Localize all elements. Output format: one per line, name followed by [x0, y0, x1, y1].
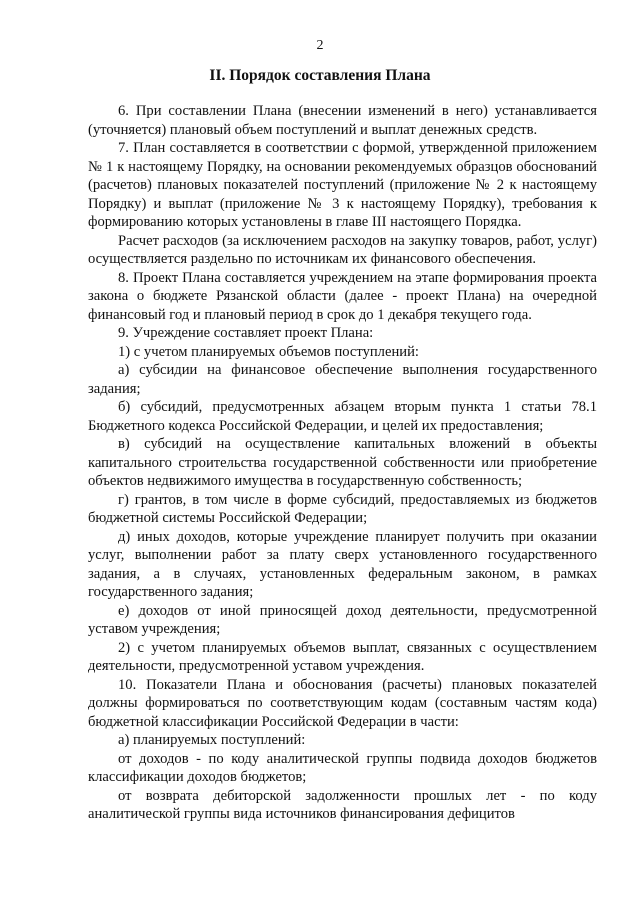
- paragraph-item-8: 8. Проект Плана составляется учреждением на этапе формирования проекта закона о бюджете Рязанской области (далее - проект Плана) на очередной финансовый год и плановый период в срок до 1 декабря текущего года.: [88, 269, 597, 323]
- paragraph-income: от доходов - по коду аналитической группы подвида доходов бюджетов классификации доходов бюджетов;: [88, 750, 597, 785]
- document-body: [88, 102, 597, 824]
- paragraph-item-9-1-g: г) грантов, в том числе в форме субсидий, предоставляемых из бюджетов бюджетной системы Российской Федерации;: [88, 491, 597, 526]
- paragraph-item-10-a: а) планируемых поступлений:: [118, 732, 306, 748]
- paragraph-item-9-1-e: е) доходов от иной приносящей доход деятельности, предусмотренной уставом учреждения;: [88, 602, 597, 637]
- paragraph-item-7: 7. План составляется в соответствии с формой, утвержденной приложением № 1 к настоящему Порядку, на основании рекомендуемых образцов обоснований (расчетов) плановых показателей поступлений (приложение № 2 к настоящему Порядку) и выплат (приложение № 3 к настоящему Порядку), требования к формированию которых установлены в главе III настоящего Порядка.: [88, 140, 597, 230]
- paragraph-item-9-1: 1) с учетом планируемых объемов поступлений:: [118, 343, 419, 360]
- paragraph-item-9-1-d: д) иных доходов, которые учреждение планирует получить при оказании услуг, выполнении работ за плату сверх установленного государственного задания, а в случаях, установленных федеральным законом, в рамках государственного задания;: [88, 528, 597, 600]
- paragraph-item-9-1-v: в) субсидий на осуществление капитальных вложений в объекты капитального строительства государственной собственности или приобретение объектов недвижимого имущества в государственную собственность;: [88, 436, 597, 489]
- paragraph-item-9: 9. Учреждение составляет проект Плана:: [118, 325, 374, 341]
- paragraph-item-9-1-a: а) субсидии на финансовое обеспечение выполнения государственного задания;: [88, 362, 597, 397]
- paragraph-item-9-2: 2) с учетом планируемых объемов выплат, связанных с осуществлением деятельности, предусмотренной уставом учреждения.: [88, 639, 597, 674]
- paragraph-receivables-return: от возврата дебиторской задолженности прошлых лет - по коду аналитической группы вида источников финансирования дефицитов: [88, 787, 597, 822]
- paragraph-expense-calculation: Расчет расходов (за исключением расходов на закупку товаров, работ, услуг) осуществляется раздельно по источникам их финансового обеспечения.: [88, 232, 597, 267]
- paragraph-item-10: 10. Показатели Плана и обоснования (расчеты) плановых показателей должны формироваться по соответствующим кодам (составным частям кода) бюджетной классификации Российской Федерации в части:: [88, 676, 597, 730]
- section-title: II. Порядок составления Плана: [209, 67, 431, 84]
- paragraph-item-9-1-b: б) субсидий, предусмотренных абзацем вторым пункта 1 статьи 78.1 Бюджетного кодекса Российской Федерации, и целей их предоставления;: [88, 399, 597, 434]
- paragraph-item-6: 6. При составлении Плана (внесении изменений в него) устанавливается (уточняется) плановый объем поступлений и выплат денежных средств.: [88, 103, 597, 138]
- page-number: 2: [316, 38, 324, 53]
